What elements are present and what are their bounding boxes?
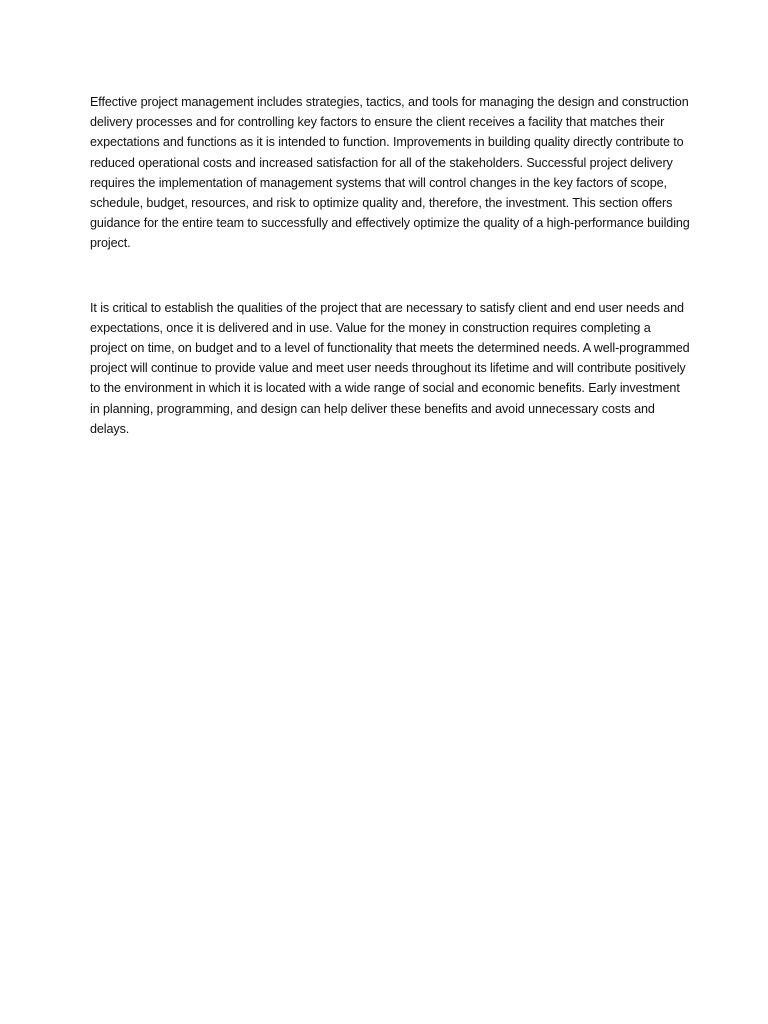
document-body <box>90 92 690 439</box>
paragraph-project-qualities: It is critical to establish the qualities of the project that are necessary to satisfy client and end user needs and expectations, once it is delivered and in use. Value for the money in construction requires completing a project on time, on budget and to a level of functionality that meets the determined needs. A well-programmed project will continue to provide value and meet user needs throughout its lifetime and will contribute positively to the environment in which it is located with a wide range of social and economic benefits. Early investment in planning, programming, and design can help deliver these benefits and avoid unnecessary costs and delays. <box>90 300 690 436</box>
paragraph-project-management: Effective project management includes strategies, tactics, and tools for managing the design and construction delivery processes and for controlling key factors to ensure the client receives a facility that matches their expectations and functions as it is intended to function. Improvements in building quality directly contribute to reduced operational costs and increased satisfaction for all of the stakeholders. Successful project delivery requires the implementation of management systems that will control changes in the key factors of scope, schedule, budget, resources, and risk to optimize quality and, therefore, the investment. This section offers guidance for the entire team to successfully and effectively optimize the quality of a high-performance building project. <box>90 95 690 251</box>
